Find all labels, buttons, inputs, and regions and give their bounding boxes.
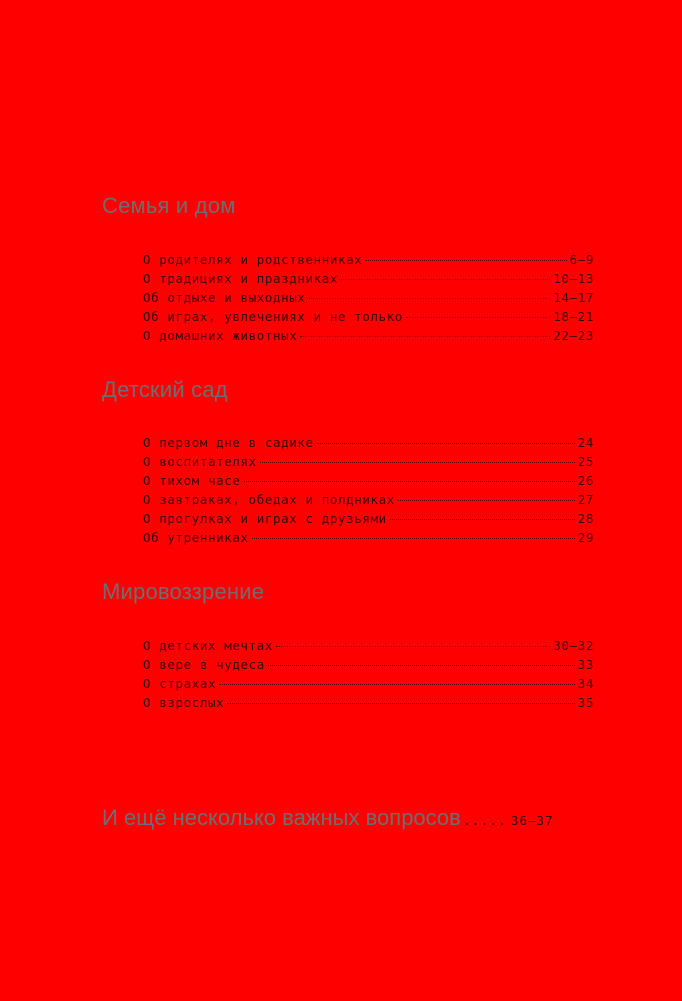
toc-entry-label: О вере в чудеса — [143, 657, 265, 672]
toc-entry-pages: 34 — [577, 676, 594, 691]
toc-entry-pages: 29 — [577, 530, 594, 545]
dot-leader — [276, 646, 550, 647]
toc-entry-label: О страхах — [143, 676, 217, 691]
final-entry-pages: 36–37 — [510, 813, 554, 828]
toc-entry-label: Об утренниках — [143, 530, 249, 545]
dot-leader — [300, 336, 550, 337]
dot-leader — [252, 538, 575, 539]
toc-entry-pages: 14–17 — [553, 290, 594, 305]
toc-entry[interactable] — [143, 511, 594, 530]
dot-leader — [398, 500, 575, 501]
dot-leader — [309, 298, 551, 299]
toc-entry-pages: 28 — [577, 511, 594, 526]
final-entry-title: И ещё несколько важных вопросов — [102, 805, 461, 830]
dot-leader — [406, 317, 550, 318]
toc-entry[interactable] — [143, 435, 594, 454]
toc-entry-label: Об играх, увлечениях и не только — [143, 309, 404, 324]
toc-entry-pages: 33 — [577, 657, 594, 672]
section-title-kindergarten: Детский сад — [102, 377, 228, 402]
toc-entry-label: О тихом часе — [143, 473, 241, 488]
toc-entry[interactable] — [143, 530, 594, 549]
toc-entry-label: Об отдыхе и выходных — [143, 290, 306, 305]
toc-entry-label: О взрослых — [143, 695, 225, 710]
dot-leader — [244, 481, 575, 482]
dot-leader — [341, 279, 550, 280]
dot-leader: ..... — [462, 814, 507, 829]
toc-entry-label: О прогулках и играх с друзьями — [143, 511, 387, 526]
toc-entry-pages: 26 — [577, 473, 594, 488]
toc-entry-label: О домашних животных — [143, 328, 298, 343]
toc-entry[interactable] — [143, 252, 594, 271]
toc-entry[interactable] — [143, 473, 594, 492]
toc-entry-pages: 6–9 — [569, 252, 594, 267]
toc-entry[interactable] — [143, 676, 594, 695]
toc-entry[interactable] — [143, 271, 594, 290]
toc-entry-label: О завтраках, обедах и полдниках — [143, 492, 395, 507]
section-title-family-home: Семья и дом — [102, 193, 236, 218]
toc-entry-label: О детских мечтах — [143, 638, 274, 653]
toc-entry-label: О традициях и праздниках — [143, 271, 339, 286]
toc-entry-pages: 18–21 — [553, 309, 594, 324]
toc-entry[interactable] — [143, 695, 594, 714]
toc-entry-final[interactable] — [102, 805, 554, 831]
toc-entry[interactable] — [143, 638, 594, 657]
section-title-worldview: Мировоззрение — [102, 579, 265, 604]
toc-entry[interactable] — [143, 328, 594, 347]
dot-leader — [390, 519, 575, 520]
dot-leader — [219, 684, 575, 685]
toc-entry-pages: 22–23 — [553, 328, 594, 343]
toc-entry-pages: 27 — [577, 492, 594, 507]
toc-list-kindergarten — [143, 435, 594, 549]
toc-entry-pages: 10–13 — [553, 271, 594, 286]
toc-entry[interactable] — [143, 657, 594, 676]
dot-leader — [317, 443, 575, 444]
toc-list-family-home — [143, 252, 594, 347]
toc-entry-pages: 25 — [577, 454, 594, 469]
toc-entry[interactable] — [143, 492, 594, 511]
dot-leader — [227, 703, 574, 704]
toc-entry-pages: 24 — [577, 435, 594, 450]
toc-entry-label: О родителях и родственниках — [143, 252, 363, 267]
toc-list-worldview — [143, 638, 594, 714]
dot-leader — [365, 260, 566, 261]
toc-entry[interactable] — [143, 290, 594, 309]
toc-entry-label: О воспитателях — [143, 454, 257, 469]
toc-entry[interactable] — [143, 454, 594, 473]
toc-entry[interactable] — [143, 309, 594, 328]
dot-leader — [268, 665, 575, 666]
toc-entry-pages: 30–32 — [553, 638, 594, 653]
toc-entry-label: О первом дне в садике — [143, 435, 314, 450]
toc-entry-pages: 35 — [577, 695, 594, 710]
dot-leader — [260, 462, 575, 463]
